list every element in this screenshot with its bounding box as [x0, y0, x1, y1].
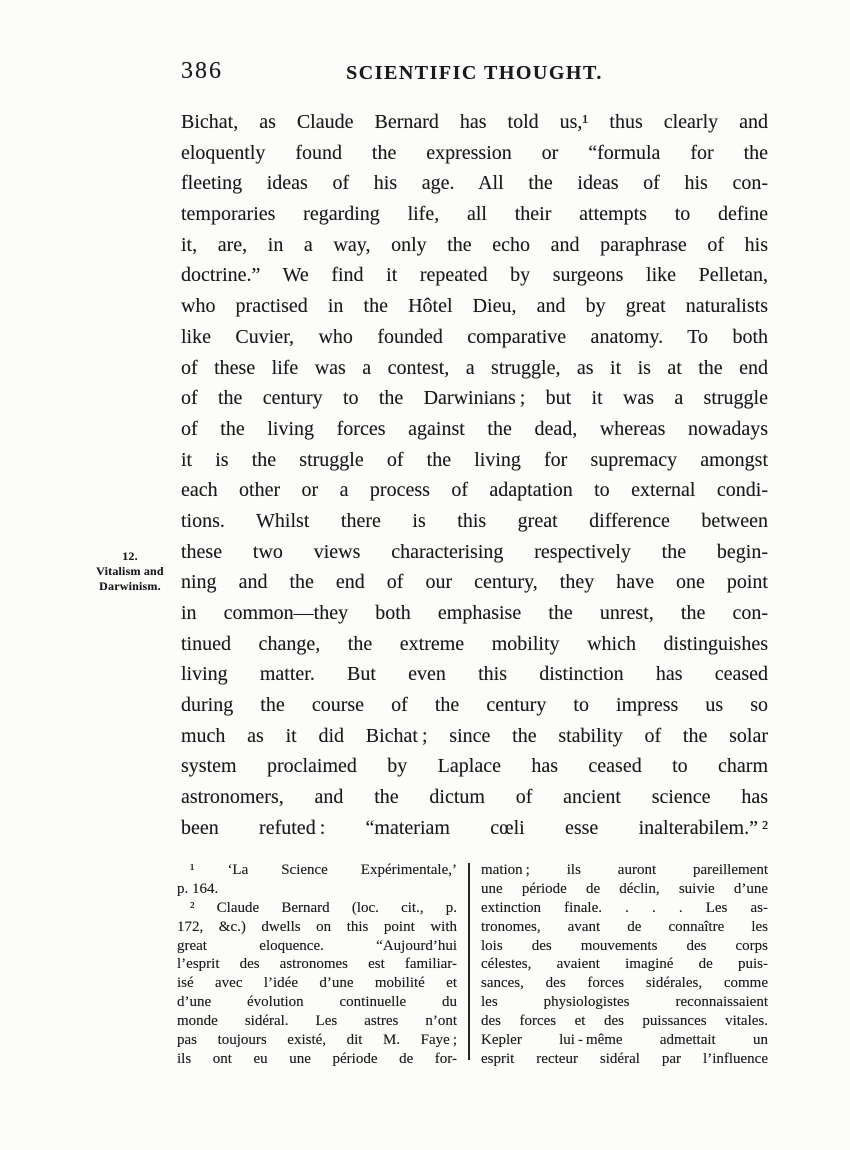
footnote-line: lois des mouvements des corps: [481, 937, 768, 954]
body-line: during the course of the century to impress us so: [181, 694, 768, 717]
body-line: it, are, in a way, only the echo and paraphrase of his: [181, 233, 768, 256]
body-line: fleeting ideas of his age. All the ideas of his con-: [181, 172, 768, 195]
footnote-line: ² Claude Bernard (loc. cit., p.: [190, 899, 457, 916]
footnote-line: mation ; ils auront pareillement: [481, 862, 768, 878]
body-line: ning and the end of our century, they have one point: [181, 571, 768, 594]
page-number: 386: [181, 58, 223, 84]
running-title: SCIENTIFIC THOUGHT.: [346, 62, 603, 84]
body-line: Bichat, as Claude Bernard has told us,¹ thus clearly and: [181, 111, 768, 133]
footnote-line: ils ont eu une période de for-: [177, 1050, 457, 1067]
body-line: astronomers, and the dictum of ancient science has: [181, 786, 768, 809]
body-line: tions. Whilst there is this great difference between: [181, 509, 768, 532]
footnote-line: l’esprit des astronomes est familiar-: [177, 956, 457, 973]
footnote-line: great eloquence. “Aujourd’hui: [177, 937, 457, 954]
body-line: temporaries regarding life, all their attempts to define: [181, 203, 768, 226]
footnote-line: une période de déclin, suivie d’une: [481, 880, 768, 897]
footnote-line: p. 164.: [177, 880, 219, 897]
body-paragraph: [181, 107, 768, 844]
body-line: much as it did Bichat ; since the stability of the solar: [181, 724, 768, 747]
footnote-column-divider: [468, 863, 470, 1060]
footnote-line: d’une évolution continuelle du: [177, 994, 457, 1011]
footnote-column-left: [177, 861, 457, 1069]
margin-note-line: 12.: [122, 549, 138, 563]
body-line: of these life was a contest, a struggle, as it is at the end: [181, 356, 768, 379]
body-line: tinued change, the extreme mobility which distinguishes: [181, 632, 768, 655]
body-line: doctrine.” We find it repeated by surgeons like Pelletan,: [181, 264, 768, 287]
body-line: in common—they both emphasise the unrest, the con-: [181, 602, 768, 624]
footnote-line: sances, des forces sidérales, comme: [481, 975, 768, 992]
footnote-line: ¹ ‘La Science Expérimentale,’: [190, 862, 457, 878]
footnote-line: les physiologistes reconnaissaient: [481, 994, 768, 1011]
body-line: like Cuvier, who founded comparative anatomy. To both: [181, 325, 768, 348]
footnote-line: pas toujours existé, dit M. Faye ;: [177, 1032, 457, 1049]
body-line: living matter. But even this distinction has ceased: [181, 663, 768, 686]
margin-note-line: Darwinism.: [99, 579, 161, 593]
body-line: it is the struggle of the living for supremacy amongst: [181, 448, 768, 471]
footnote-line: des forces et des puissances vitales.: [481, 1013, 768, 1030]
footnote-line: tronomes, avant de connaître les: [481, 918, 768, 935]
body-line: each other or a process of adaptation to external condi-: [181, 479, 768, 502]
footnote-column-right: [481, 861, 768, 1069]
footnote-line: célestes, avaient imaginé de puis-: [481, 956, 768, 973]
footnote-line: esprit recteur sidéral par l’influence: [481, 1050, 768, 1067]
body-line: eloquently found the expression or “formula for the: [181, 141, 768, 164]
body-line: system proclaimed by Laplace has ceased to charm: [181, 755, 768, 778]
body-line: these two views characterising respectively the begin-: [181, 540, 768, 563]
footnote-line: 172, &c.) dwells on this point with: [177, 918, 457, 935]
body-line: of the century to the Darwinians ; but it was a struggle: [181, 387, 768, 410]
footnote-line: Kepler lui - même admettait un: [481, 1032, 768, 1049]
margin-note-line: Vitalism and: [96, 564, 164, 578]
body-line: of the living forces against the dead, whereas nowadays: [181, 417, 768, 440]
footnote-line: extinction finale. . . . Les as-: [481, 899, 768, 916]
footnote-line: monde sidéral. Les astres n’ont: [177, 1013, 457, 1030]
body-line: been refuted : “materiam cœli esse inalterabilem.” ²: [181, 816, 768, 839]
margin-note: [84, 549, 176, 594]
body-line: who practised in the Hôtel Dieu, and by great naturalists: [181, 295, 768, 318]
footnote-line: isé avec l’idée d’une mobilité et: [177, 975, 457, 992]
